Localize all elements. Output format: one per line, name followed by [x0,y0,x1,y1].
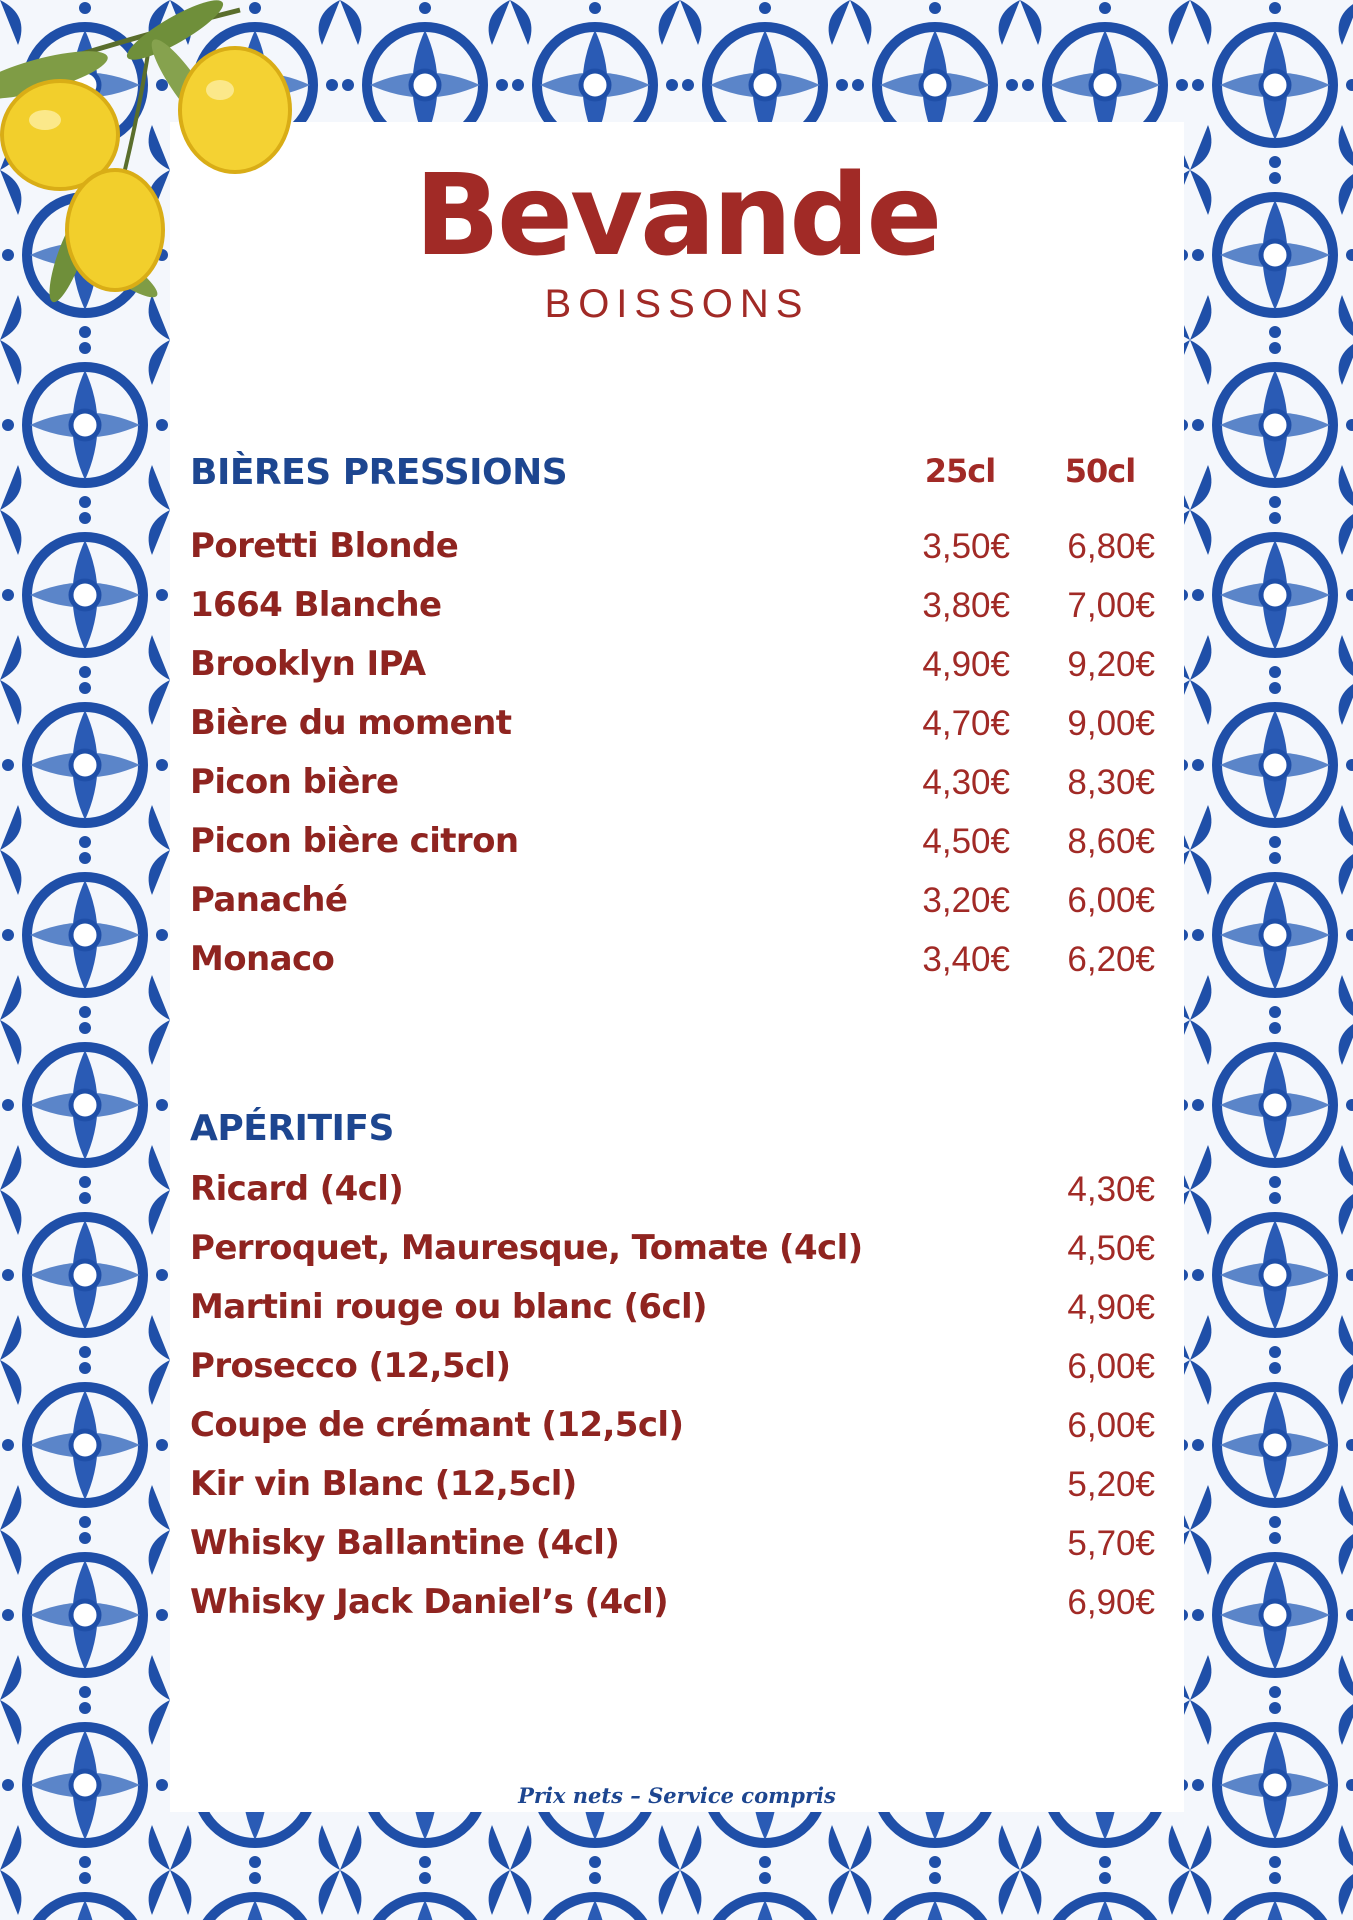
item-name: Poretti Blonde [190,526,459,566]
menu-item [190,756,1170,815]
item-name: Martini rouge ou blanc (6cl) [190,1287,707,1327]
price-50cl: 9,20€ [1067,645,1155,684]
section-title-aperitifs: APÉRITIFS [190,1108,394,1149]
section-header [190,452,1170,502]
item-name: Monaco [190,939,335,979]
price-50cl: 8,30€ [1067,763,1155,802]
item-name: Whisky Ballantine (4cl) [190,1523,620,1563]
item-price: 6,90€ [1067,1583,1155,1622]
menu-item [190,1222,1170,1281]
price-50cl: 6,80€ [1067,527,1155,566]
item-name: Whisky Jack Daniel’s (4cl) [190,1582,669,1622]
column-header-50cl: 50cl [1064,452,1136,490]
price-25cl: 3,50€ [922,527,1010,566]
item-price: 4,30€ [1067,1170,1155,1209]
menu-item [190,638,1170,697]
item-name: Panaché [190,880,348,920]
item-name: Bière du moment [190,703,512,743]
price-25cl: 3,40€ [922,940,1010,979]
price-50cl: 9,00€ [1067,704,1155,743]
section-header [190,1108,1170,1158]
menu-item [190,520,1170,579]
menu-item [190,815,1170,874]
item-name: Coupe de crémant (12,5cl) [190,1405,684,1445]
column-header-25cl: 25cl [924,452,996,490]
price-25cl: 4,70€ [922,704,1010,743]
price-50cl: 7,00€ [1067,586,1155,625]
price-25cl: 4,90€ [922,645,1010,684]
item-price: 4,90€ [1067,1288,1155,1327]
item-name: Picon bière citron [190,821,519,861]
menu-item [190,1576,1170,1635]
item-name: 1664 Blanche [190,585,442,625]
item-name: Ricard (4cl) [190,1169,404,1209]
price-50cl: 8,60€ [1067,822,1155,861]
price-25cl: 4,30€ [922,763,1010,802]
brand-title: Bevande [414,151,940,281]
item-name: Perroquet, Mauresque, Tomate (4cl) [190,1228,863,1268]
price-25cl: 3,80€ [922,586,1010,625]
menu-item [190,1340,1170,1399]
menu-item [190,874,1170,933]
menu-item [190,697,1170,756]
menu-item [190,933,1170,992]
item-name: Picon bière [190,762,399,802]
section-title-beers: BIÈRES PRESSIONS [190,452,568,493]
item-name: Kir vin Blanc (12,5cl) [190,1464,577,1504]
menu-item [190,1399,1170,1458]
menu-item [190,1163,1170,1222]
item-price: 5,20€ [1067,1465,1155,1504]
item-price: 5,70€ [1067,1524,1155,1563]
section-aperitifs [190,1108,1170,1635]
menu-item [190,1458,1170,1517]
item-price: 6,00€ [1067,1406,1155,1445]
price-25cl: 3,20€ [922,881,1010,920]
item-price: 4,50€ [1067,1229,1155,1268]
price-50cl: 6,00€ [1067,881,1155,920]
menu-item [190,1281,1170,1340]
price-50cl: 6,20€ [1067,940,1155,979]
menu-item [190,1517,1170,1576]
item-name: Brooklyn IPA [190,644,426,684]
price-25cl: 4,50€ [922,822,1010,861]
menu-item [190,579,1170,638]
section-beers [190,452,1170,992]
footer-note: Prix nets – Service compris [518,1783,836,1808]
menu-subtitle: BOISSONS [544,282,810,326]
item-name: Prosecco (12,5cl) [190,1346,511,1386]
item-price: 6,00€ [1067,1347,1155,1386]
